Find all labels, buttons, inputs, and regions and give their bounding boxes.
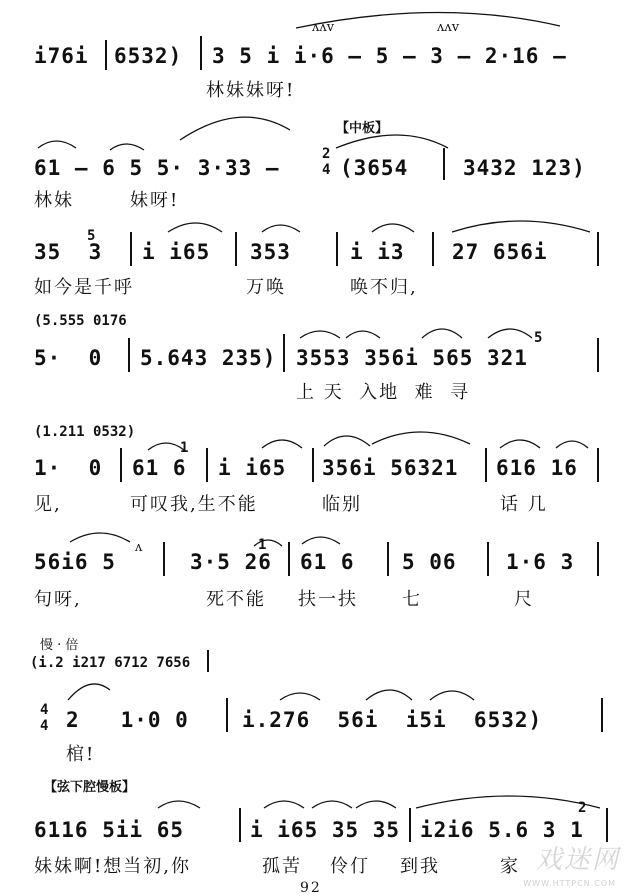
note-group: i.276 56i i5i 6532) xyxy=(242,708,543,732)
tempo-marking: 【中板】 xyxy=(336,121,389,136)
note-group: 1· 0 xyxy=(34,456,103,480)
note-group: 35 3 xyxy=(34,240,103,264)
lyric-line: 伶仃 xyxy=(330,856,370,877)
note-group: 3432 123) xyxy=(463,156,586,180)
note-group: 5.643 235) xyxy=(140,346,277,370)
watermark-url: WWW.HTTPCN.COM xyxy=(523,879,616,888)
note-group: 6532) xyxy=(114,44,183,68)
lyric-line: 如今是千呼 xyxy=(34,277,134,298)
grace-note: 5 xyxy=(87,228,96,244)
note-group: 616 16 xyxy=(496,456,578,480)
lyric-line: 七 xyxy=(402,589,422,610)
time-signature-bottom: 4 xyxy=(322,162,331,178)
note-group: 6116 5ii 65 xyxy=(34,818,185,842)
note-group: 3553 356i 565 321 xyxy=(296,346,528,370)
vibrato-mark: ʌʌv xyxy=(437,20,460,35)
lyric-line: 妹妹啊!想当初,你 xyxy=(34,856,191,877)
lyric-line: 句呀, xyxy=(34,589,82,610)
accompaniment-line: (i.2 i217 6712 7656 xyxy=(30,655,191,671)
note-group: i i65 xyxy=(142,240,211,264)
lyric-line: 到我 xyxy=(400,856,440,877)
note-group: 61 – 6 5 5· 3·33 – xyxy=(34,156,294,180)
lyric-line: 临别 xyxy=(322,494,362,515)
lyric-line: 棺! xyxy=(66,744,96,765)
watermark-logo: 戏迷网 xyxy=(535,845,620,875)
lyric-line: 唤不归, xyxy=(350,277,418,298)
note-group: 3 5 i i·6 – 5 – 3 – 2·16 – xyxy=(212,44,567,68)
note-group: 61 6 xyxy=(300,550,355,574)
lyric-line: 上 天 入地 难 寻 xyxy=(296,382,471,403)
time-signature-top: 4 xyxy=(40,702,49,718)
tempo-marking: 【弦下腔慢板】 xyxy=(44,780,136,795)
note-group: 27 656i xyxy=(452,240,548,264)
note-group: i i65 35 35 xyxy=(250,818,401,842)
accompaniment-line: (1.211 0532) xyxy=(34,424,136,440)
lyric-line: 家 xyxy=(500,856,520,877)
vibrato-mark: ʌ xyxy=(135,540,143,555)
note-group: i i65 xyxy=(218,456,287,480)
lyric-line: 林妹妹呀! xyxy=(206,80,296,101)
time-signature-bottom: 4 xyxy=(40,718,49,734)
time-signature-top: 2 xyxy=(322,146,331,162)
lyric-line: 话 几 xyxy=(500,494,548,515)
lyric-line: 林妹 xyxy=(34,190,74,211)
lyric-line: 尺 xyxy=(514,589,534,610)
note-group: 56i6 5 xyxy=(34,550,116,574)
lyric-line: 扶一扶 xyxy=(298,589,358,610)
lyric-line: 见, xyxy=(34,494,62,515)
note-group: i2i6 5.6 3 1 xyxy=(420,818,584,842)
note-group: 3·5 26 xyxy=(190,550,272,574)
note-group: 5 06 xyxy=(402,550,457,574)
grace-note: 1 xyxy=(180,440,189,456)
note-group: 353 xyxy=(250,240,291,264)
grace-note: 1 xyxy=(258,537,267,553)
accompaniment-line: (5.555 0176 xyxy=(34,313,127,329)
grace-note: 5 xyxy=(534,330,543,346)
note-group: i76i xyxy=(34,44,89,68)
note-group: i i3 xyxy=(350,240,405,264)
note-group: (3654 xyxy=(340,156,409,180)
page-number: 92 xyxy=(300,880,322,896)
lyric-line: 妹呀! xyxy=(130,190,180,211)
lyric-line: 万唤 xyxy=(246,277,286,298)
note-group: 5· 0 xyxy=(34,346,103,370)
lyric-line: 孤苦 xyxy=(262,856,302,877)
tempo-marking: 慢 · 倍 xyxy=(40,638,79,653)
note-group: 2 1·0 0 xyxy=(66,708,189,732)
lyric-line: 死不能 xyxy=(206,589,266,610)
lyric-line: 可叹我,生不能 xyxy=(130,494,258,515)
note-group: 1·6 3 xyxy=(506,550,575,574)
grace-note: 2 xyxy=(578,800,587,816)
note-group: 356i 56321 xyxy=(322,456,459,480)
note-group: 61 6 xyxy=(132,456,187,480)
vibrato-mark: ʌʌv xyxy=(312,20,335,35)
